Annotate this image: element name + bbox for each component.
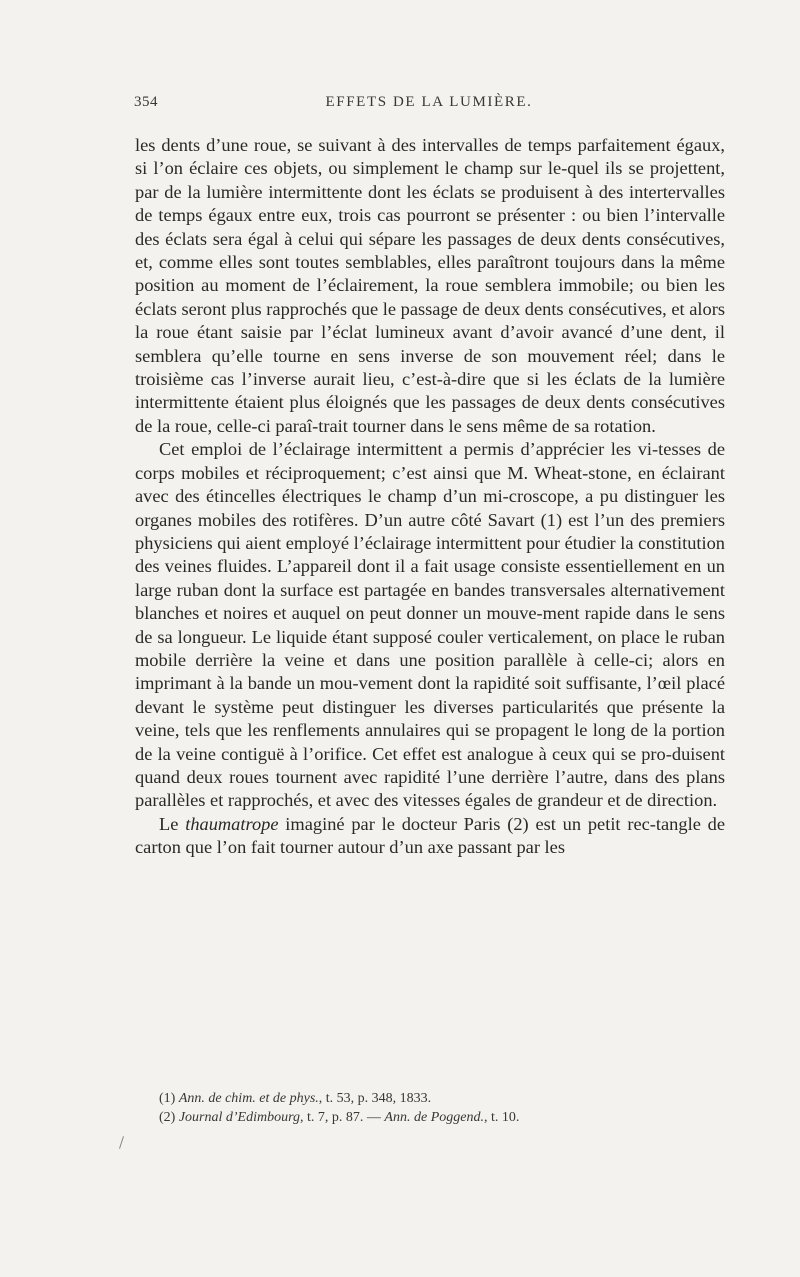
footnote-1 [135,1089,725,1108]
margin-mark [119,1136,124,1149]
footnote-source: Ann. de chim. et de phys. [178,1091,319,1106]
footnote-marker: (1) [159,1091,179,1106]
footnote-marker: (2) [159,1110,179,1125]
paragraph-3-rest: imaginé par le docteur Paris (2) est un petit rec-tangle de carton que l’on fait tourner autour d’un axe passant par les [135,813,726,858]
running-title: EFFETS DE LA LUMIÈRE. [325,94,533,110]
main-text [135,134,725,860]
footnote-citation-2: , t. 10. [483,1110,520,1125]
page-number: 354 [134,94,158,110]
paragraph-1: les dents d’une roue, se suivant à des intervalles de temps parfaitement égaux, si l’on éclaire ces objets, ou simplement le champ sur le-quel ils se projettent, par de la lumière intermittente dont les éclats se produisent à des intertervalles de temps égaux entre eux, trois cas pourront se présenter : ou bien l’intervalle des éclats sera égal à celui qui sépare les passages de deux dents consécutives, et, comme elles sont toutes semblables, elles paraîtront toujours dans la même position au moment de l’éclairement, la roue semblera immobile; ou bien les éclats seront plus rapprochés que le passage de deux dents consécutives, et alors la roue étant saisie par l’éclat lumineux avant d’avoir avancé d’une dent, il semblera qu’elle tourne en sens inverse de son mouvement réel; dans le troisième cas l’inverse aurait lieu, c’est-à-dire que si les éclats de la lumière intermittente étaient plus éloignés que les passages de deux dents consécutives de la roue, celle-ci paraî-trait tourner dans le sens même de sa rotation. [135,135,725,436]
paragraph-2: Cet emploi de l’éclairage intermittent a permis d’apprécier les vi-tesses de corps mobiles et réciproquement; c’est ainsi que M. Wheat-stone, en éclairant avec des étincelles électriques le champ d’un mi-croscope, a pu distinguer les organes mobiles des rotifères. D’un autre côté Savart (1) est l’un des premiers physiciens qui aient employé l’éclairage intermittent pour étudier la constitution des veines fluides. L’appareil dont il a fait usage consiste essentiellement en un large ruban dont la surface est partagée en bandes transversales alternativement blanches et noires et auquel on peut donner un mouve-ment rapide dans le sens de sa longueur. Le liquide étant supposé couler verticalement, on place le ruban mobile derrière la veine et dans une position parallèle à celle-ci; alors en imprimant à la bande un mou-vement dont la rapidité soit suffisante, l’œil placé devant le système peut distinguer les diverses particularités que présente la veine, tels que les renflements annulaires qui se propagent le long de la portion de la veine contiguë à l’orifice. Cet effet est analogue à ceux qui se pro-duisent quand deux roues tournent avec rapidité l’une derrière l’autre, dans des plans parallèles et rapprochés, et avec des vitesses égales de grandeur et de direction. [135,439,725,811]
paragraph-3-start: Le [159,813,186,834]
footnotes [135,1089,725,1127]
footnote-citation: , t. 53, p. 348, 1833. [318,1091,432,1106]
footnote-2 [135,1108,725,1127]
thaumatrope-term: thaumatrope [185,813,279,834]
paragraph-3 [135,813,725,860]
footnote-source-2: Ann. de Poggend. [384,1110,484,1125]
running-head [134,94,724,118]
footnote-source: Journal d’Edimbourg [178,1110,301,1125]
footnote-citation: , t. 7, p. 87. — [300,1110,385,1125]
